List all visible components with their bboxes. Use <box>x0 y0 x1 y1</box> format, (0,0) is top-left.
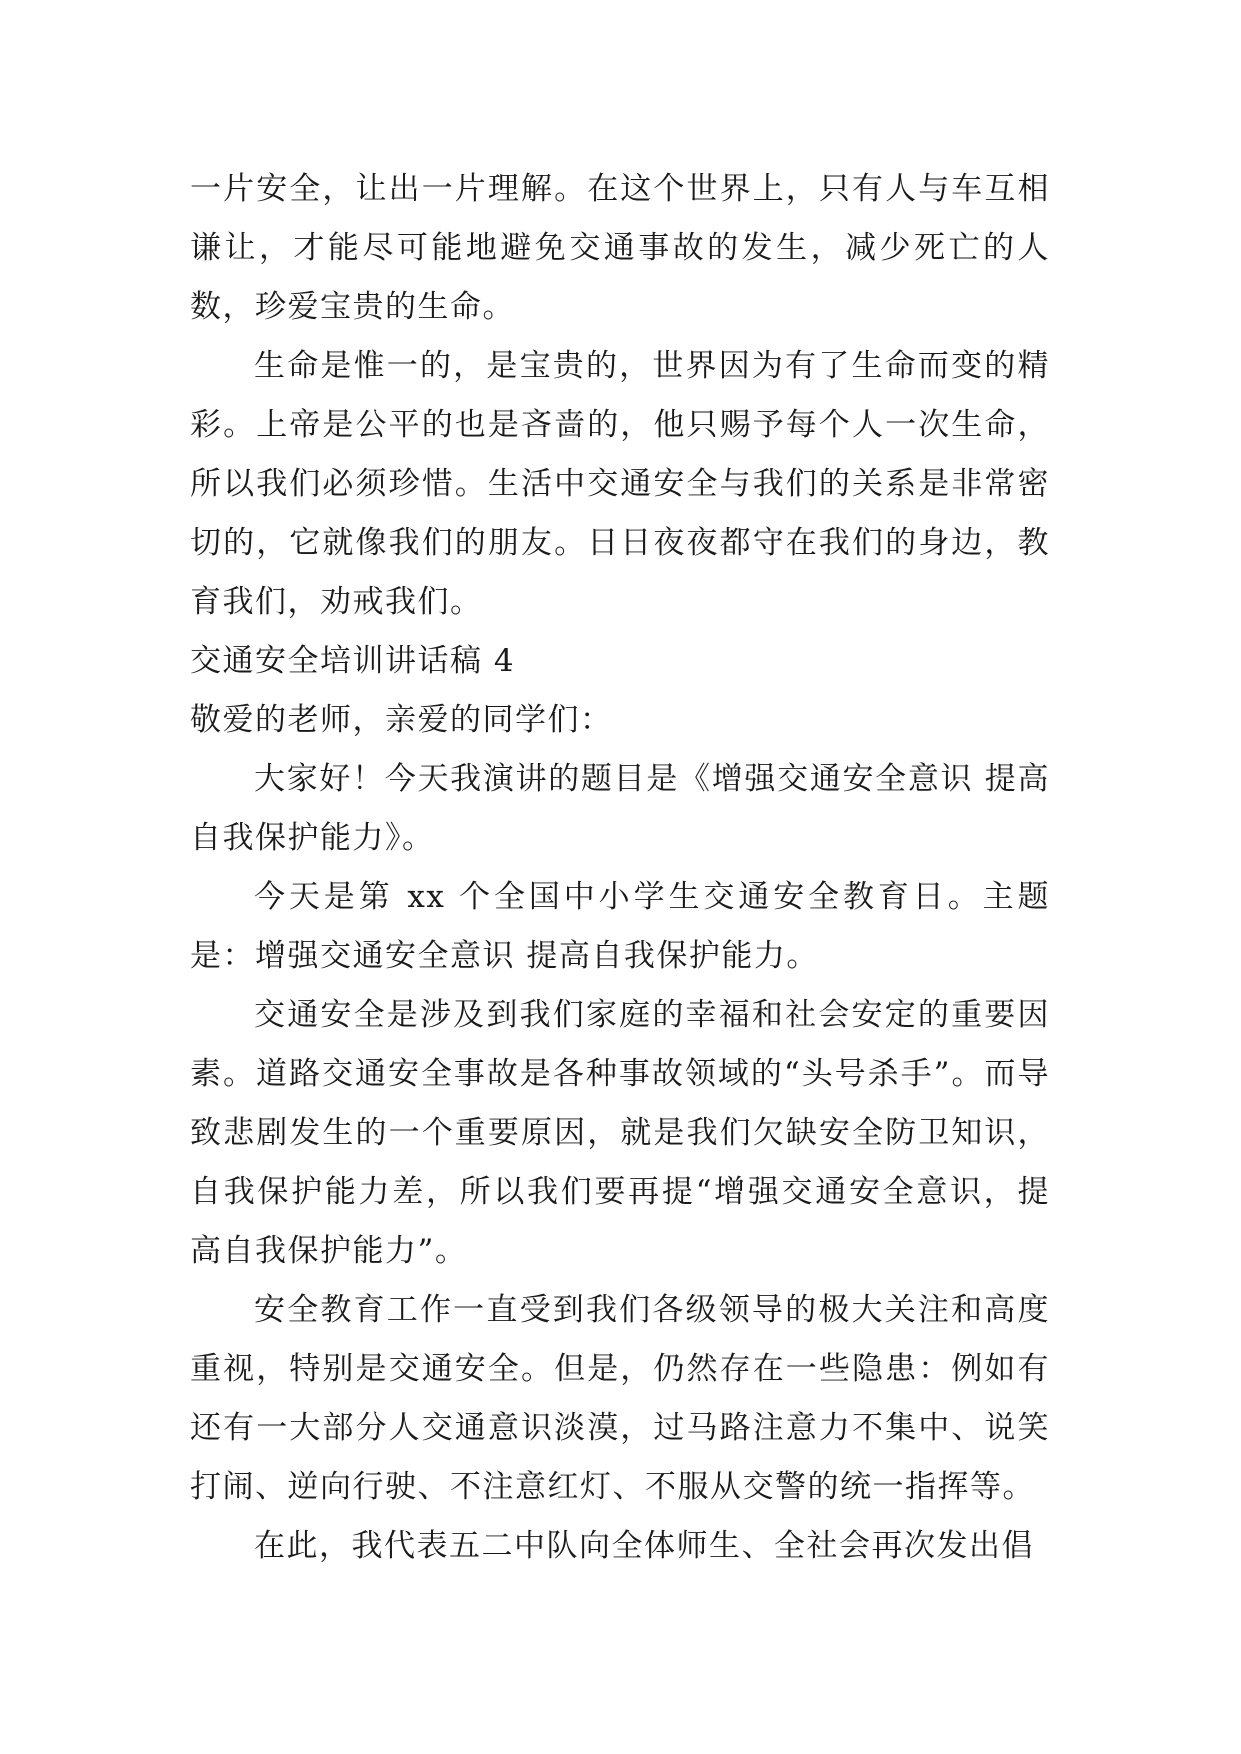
salutation: 敬爱的老师，亲爱的同学们： <box>190 702 613 738</box>
section-heading: 交通安全培训讲话稿 4 <box>190 643 516 679</box>
paragraph-appeal: 在此，我代表五二中队向全体师生、全社会再次发出倡 <box>254 1528 1034 1564</box>
paragraph-hazards: 安全教育工作一直受到我们各级领导的极大关注和高度重视，特别是交通安全。但是，仍然存在一些隐患：例如有还有一大部分人交通意识淡漠，过马路注意力不集中、说笑打闹、逆向行驶、不注意红灯、不服从交警的统一指挥等。 <box>190 1292 1050 1505</box>
paragraph-continuation: 一片安全，让出一片理解。在这个世界上，只有人与车互相谦让，才能尽可能地避免交通事故的发生，减少死亡的人数，珍爱宝贵的生命。 <box>190 171 1050 325</box>
paragraph-theme: 今天是第 xx 个全国中小学生交通安全教育日。主题是：增强交通安全意识 提高自我保护能力。 <box>190 879 1050 974</box>
paragraph-importance: 交通安全是涉及到我们家庭的幸福和社会安定的重要因素。道路交通安全事故是各种事故领域的“头号杀手”。而导致悲剧发生的一个重要原因，就是我们欠缺安全防卫知识，自我保护能力差，所以我们要再提“增强交通安全意识，提高自我保护能力”。 <box>190 997 1050 1269</box>
paragraph-life-precious: 生命是惟一的，是宝贵的，世界因为有了生命而变的精彩。上帝是公平的也是吝啬的，他只赐予每个人一次生命，所以我们必须珍惜。生活中交通安全与我们的关系是非常密切的，它就像我们的朋友。日日夜夜都守在我们的身边，教育我们，劝戒我们。 <box>190 348 1050 620</box>
document-body <box>190 160 1050 1576</box>
paragraph-greeting: 大家好！今天我演讲的题目是《增强交通安全意识 提高自我保护能力》。 <box>190 761 1050 856</box>
